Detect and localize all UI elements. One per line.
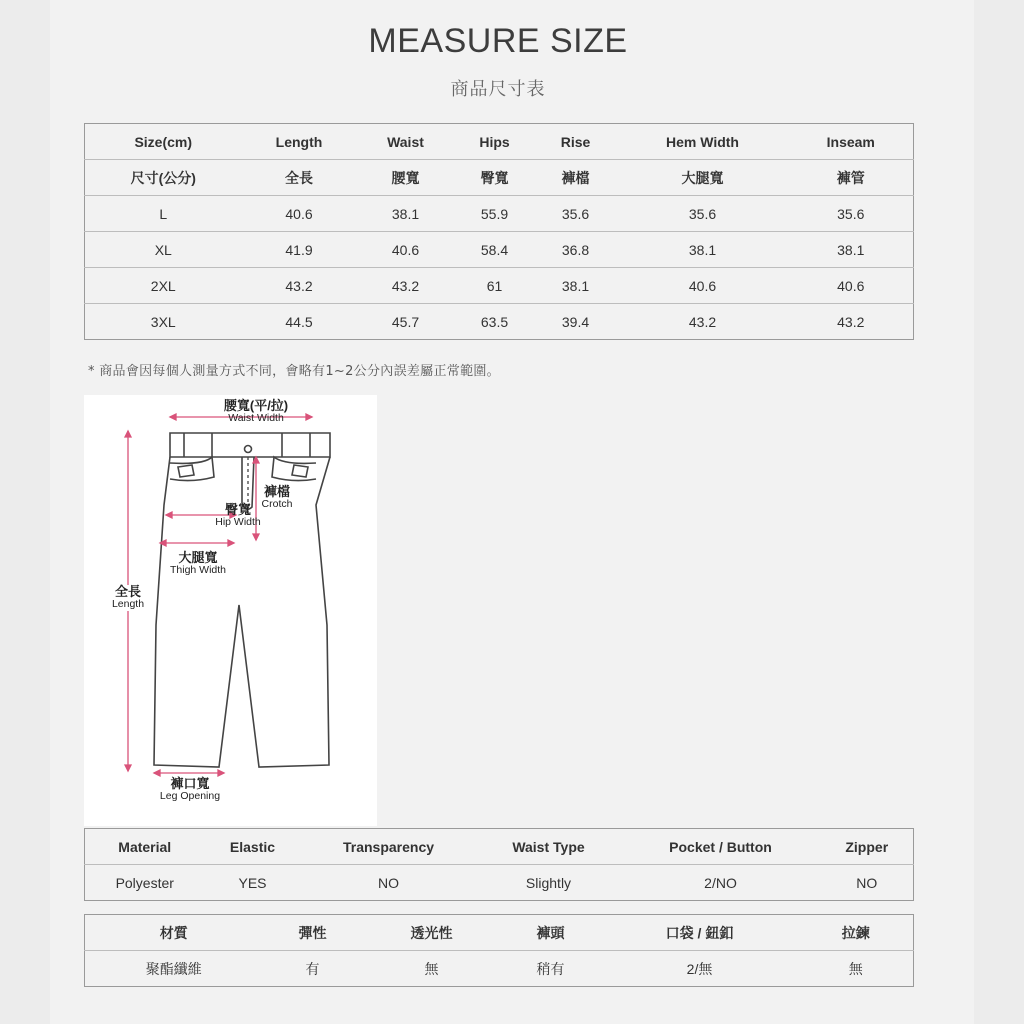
material-table-header <box>85 829 914 865</box>
header-cell: Material <box>118 838 172 855</box>
page-subtitle: 商品尺寸表 <box>450 79 546 100</box>
length-zh: 全長 <box>114 584 141 599</box>
table-cell: 聚酯纖維 <box>85 951 263 987</box>
table-cell: Slightly <box>477 865 621 901</box>
page-gutter-left <box>0 0 50 1024</box>
waist-width-zh: 腰寬(平/拉) <box>223 398 289 413</box>
table-cell: 43.2 <box>242 268 357 304</box>
waist-width-label <box>196 399 316 425</box>
table-cell: NO <box>301 865 477 901</box>
hip-width-label <box>208 503 268 529</box>
header-cell: Transparency <box>342 838 435 855</box>
size-table <box>84 123 914 340</box>
header-cell: 口袋 / 鈕釦 <box>665 924 734 941</box>
waist-width-en: Waist Width <box>228 412 284 425</box>
table-cell: 40.6 <box>789 268 914 304</box>
header-cell: 全長 <box>242 160 357 196</box>
header-cell: Rise <box>560 133 591 150</box>
table-cell: YES <box>205 865 301 901</box>
table-cell: 38.1 <box>357 196 455 232</box>
table-cell: Polyester <box>85 865 205 901</box>
thigh-width-en: Thigh Width <box>169 564 227 577</box>
hip-width-en: Hip Width <box>215 516 261 529</box>
length-label <box>104 585 152 611</box>
header-cell: 拉鍊 <box>841 924 870 941</box>
material-table-zh-header <box>85 915 914 951</box>
leg-opening-zh: 褲口寬 <box>170 776 210 791</box>
table-cell: L <box>85 196 242 232</box>
header-cell: Zipper <box>845 838 889 855</box>
header-cell: 尺寸(公分) <box>85 160 242 196</box>
header-cell: 褲檔 <box>535 160 617 196</box>
table-cell: 有 <box>263 951 363 987</box>
table-cell: 43.2 <box>789 304 914 340</box>
pants-measurement-diagram <box>84 395 377 826</box>
table-cell: 2/無 <box>601 951 799 987</box>
crotch-en: Crotch <box>261 498 293 511</box>
header-cell: 透光性 <box>410 924 453 941</box>
table-row <box>85 196 914 232</box>
page-gutter-right <box>974 0 1024 1024</box>
measurement-note: * 商品會因每個人測量方式不同，會略有1~2公分內誤差屬正常範圍。 <box>88 364 500 379</box>
table-cell: 稍有 <box>501 951 601 987</box>
table-cell: 35.6 <box>535 196 617 232</box>
thigh-width-label <box>162 551 234 577</box>
header-cell: Inseam <box>826 133 875 150</box>
header-cell: Hem Width <box>666 133 739 150</box>
table-cell: 無 <box>363 951 501 987</box>
table-row <box>85 865 914 901</box>
table-cell: 35.6 <box>617 196 789 232</box>
header-cell: 褲頭 <box>536 924 565 941</box>
table-cell: 38.1 <box>789 232 914 268</box>
table-cell: 41.9 <box>242 232 357 268</box>
table-cell: 40.6 <box>617 268 789 304</box>
header-cell: Length <box>275 133 323 150</box>
table-cell: 無 <box>799 951 914 987</box>
table-cell: 43.2 <box>617 304 789 340</box>
leg-opening-label <box>150 777 230 803</box>
header-cell: Hips <box>479 133 510 150</box>
table-row <box>85 232 914 268</box>
header-cell: Elastic <box>229 838 276 855</box>
table-cell: NO <box>821 865 914 901</box>
page-title: MEASURE SIZE <box>368 22 628 60</box>
material-table <box>84 828 914 901</box>
header-cell: Waist Type <box>512 838 585 855</box>
table-cell: 61 <box>455 268 535 304</box>
crotch-zh: 褲檔 <box>263 484 290 499</box>
table-cell: 45.7 <box>357 304 455 340</box>
header-cell: Waist <box>387 133 424 150</box>
header-cell: 彈性 <box>298 924 327 941</box>
leg-opening-en: Leg Opening <box>159 790 221 803</box>
table-cell: 2/NO <box>621 865 821 901</box>
size-table-header-en <box>85 124 914 160</box>
table-cell: 63.5 <box>455 304 535 340</box>
table-row <box>85 951 914 987</box>
table-cell: 40.6 <box>242 196 357 232</box>
table-cell: 58.4 <box>455 232 535 268</box>
table-cell: 38.1 <box>617 232 789 268</box>
header-cell: 臀寬 <box>455 160 535 196</box>
header-cell: 材質 <box>159 924 188 941</box>
header-cell: 褲管 <box>789 160 914 196</box>
table-row <box>85 304 914 340</box>
table-cell: 3XL <box>85 304 242 340</box>
header-cell: Pocket / Button <box>669 838 772 855</box>
header-cell: 腰寬 <box>357 160 455 196</box>
table-cell: 39.4 <box>535 304 617 340</box>
table-row <box>85 268 914 304</box>
size-table-header-zh <box>85 160 914 196</box>
table-cell: 38.1 <box>535 268 617 304</box>
material-table-zh <box>84 914 914 987</box>
header-cell: 大腿寬 <box>617 160 789 196</box>
table-cell: 43.2 <box>357 268 455 304</box>
table-cell: 44.5 <box>242 304 357 340</box>
table-cell: 35.6 <box>789 196 914 232</box>
table-cell: 55.9 <box>455 196 535 232</box>
header-cell: Size(cm) <box>134 133 193 150</box>
table-cell: 2XL <box>85 268 242 304</box>
length-en: Length <box>111 598 145 611</box>
table-cell: 40.6 <box>357 232 455 268</box>
table-cell: XL <box>85 232 242 268</box>
hip-width-zh: 臀寬 <box>224 502 251 517</box>
thigh-width-zh: 大腿寬 <box>178 550 218 565</box>
table-cell: 36.8 <box>535 232 617 268</box>
